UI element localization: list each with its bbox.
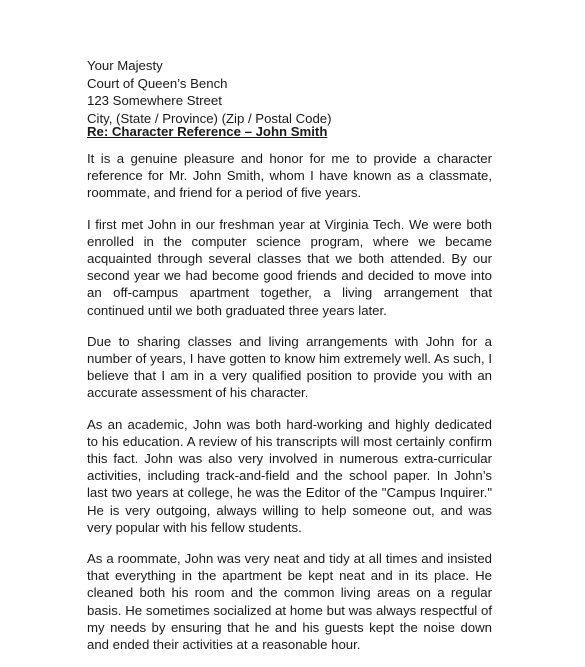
subject-line: Re: Character Reference – John Smith	[87, 124, 328, 139]
paragraph-roommate: As a roommate, John was very neat and tidy at all times and insisted that everything in the apartment be kept neat and in its place. He cleaned both his room and the common living areas on a regular basis. He sometimes socialized at home but was always respectful of my needs by ensuring that he and his guests kept the noise down and ended their activities at a reasonable hour.	[87, 551, 492, 653]
address-line-recipient: Your Majesty	[87, 58, 163, 73]
paragraph-academic: As an academic, John was both hard-working and highly dedicated to his education. A review of his transcripts will most certainly confirm this fact. John was also very involved in numerous extra-curricular activities, including track-and-field and the school paper. In John’s last two years at college, he was the Editor of the "Campus Inquirer." He is very outgoing, always willing to help someone out, and was very popular with his fellow students.	[87, 416, 492, 535]
letter-body	[87, 150, 492, 667]
paragraph-first-met: I first met John in our freshman year at Virginia Tech. We were both enrolled in the computer science program, where we became acquainted through several classes that we both attended. By our second year we had become good friends and decided to move into an off-campus apartment together, a living arrangement that continued until we both graduated three years later.	[87, 216, 492, 318]
address-line-court: Court of Queen’s Bench	[87, 75, 228, 91]
paragraph-intro: It is a genuine pleasure and honor for me to provide a character reference for Mr. John Smith, whom I have known as a classmate, roommate, and friend for a period of five years.	[87, 151, 492, 201]
address-line-city: City, (State / Province) (Zip / Postal Code)	[87, 110, 332, 126]
address-line-street: 123 Somewhere Street	[87, 93, 222, 108]
paragraph-assessment: Due to sharing classes and living arrangements with John for a number of years, I have gotten to know him extremely well. As such, I believe that I am in a very qualified position to provide you with an accurate assessment of his character.	[87, 333, 492, 401]
recipient-address	[87, 57, 332, 127]
